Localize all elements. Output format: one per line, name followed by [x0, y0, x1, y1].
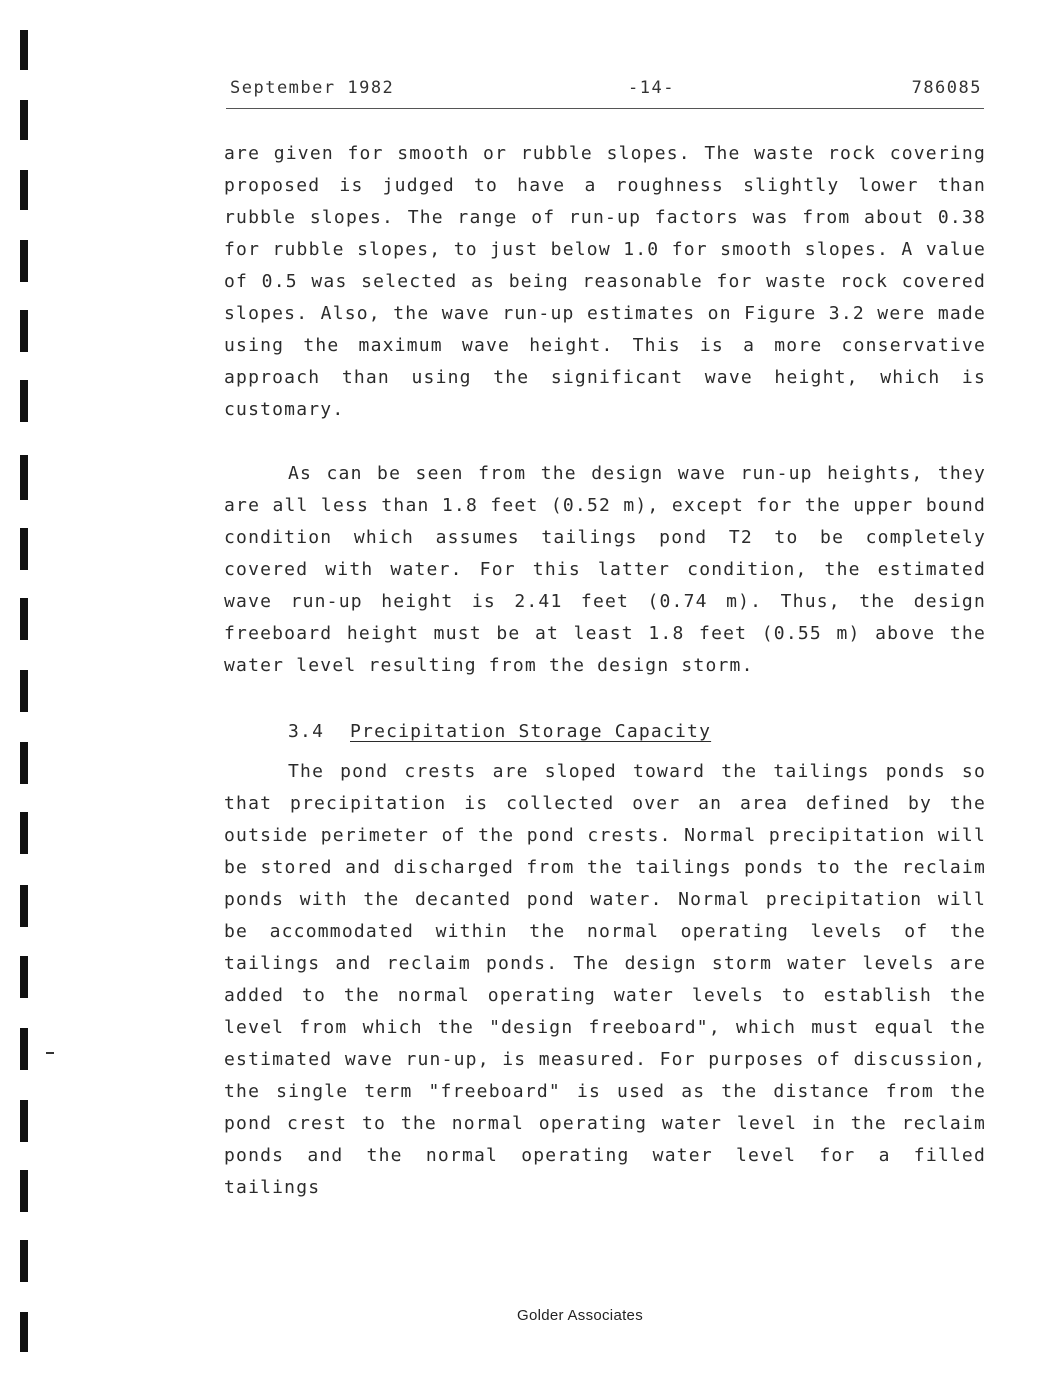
- scan-mark: [46, 1052, 54, 1054]
- header-date: September 1982: [230, 78, 395, 98]
- paragraph-precipitation-storage: The pond crests are sloped toward the tailings ponds so that precipitation is collected over an area defined by the outside perimeter of the pond crests. Normal precipitation will be stored and discharged from the tailings ponds to the reclaim ponds with the decanted pond water. Normal precipitation will be accommodated within the normal operating levels of the tailings and reclaim ponds. The design storm water levels are added to the normal operating water levels to establish the level from which the "design freeboard", which must equal the estimated wave run-up, is measured. For purposes of discussion, the single term "freeboard" is used as the distance from the pond crest to the normal operating water level in the reclaim ponds and the normal operating water level for a filled tailings: [224, 761, 986, 1198]
- section-heading: [288, 716, 986, 748]
- footer-firm-name: Golder Associates: [517, 1307, 643, 1324]
- paragraph-run-up-factors: are given for smooth or rubble slopes. The waste rock covering proposed is judged to have a roughness slightly lower than rubble slopes. The range of run-up factors was from about 0.38 for rubble slopes, to just below 1.0 for smooth slopes. A value of 0.5 was selected as being reasonable for waste rock covered slopes. Also, the wave run-up estimates on Figure 3.2 were made using the maximum wave height. This is a more conservative approach than using the significant wave height, which is customary.: [224, 143, 986, 420]
- binding-hole-marks: [0, 0, 40, 1380]
- section-number: 3.4: [288, 721, 325, 742]
- document-number: 786085: [911, 78, 982, 98]
- paragraph-design-freeboard: As can be seen from the design wave run-up heights, they are all less than 1.8 feet (0.52 m), except for the upper bound condition which assumes tailings pond T2 to be completely covered with water. For this latter condition, the estimated wave run-up height is 2.41 feet (0.74 m). Thus, the design freeboard height must be at least 1.8 feet (0.55 m) above the water level resulting from the design storm.: [224, 463, 986, 676]
- document-body: [224, 138, 986, 1204]
- page-number: -14-: [628, 78, 675, 98]
- section-title: Precipitation Storage Capacity: [350, 721, 712, 742]
- page-header: [230, 78, 982, 104]
- header-rule: [226, 108, 984, 109]
